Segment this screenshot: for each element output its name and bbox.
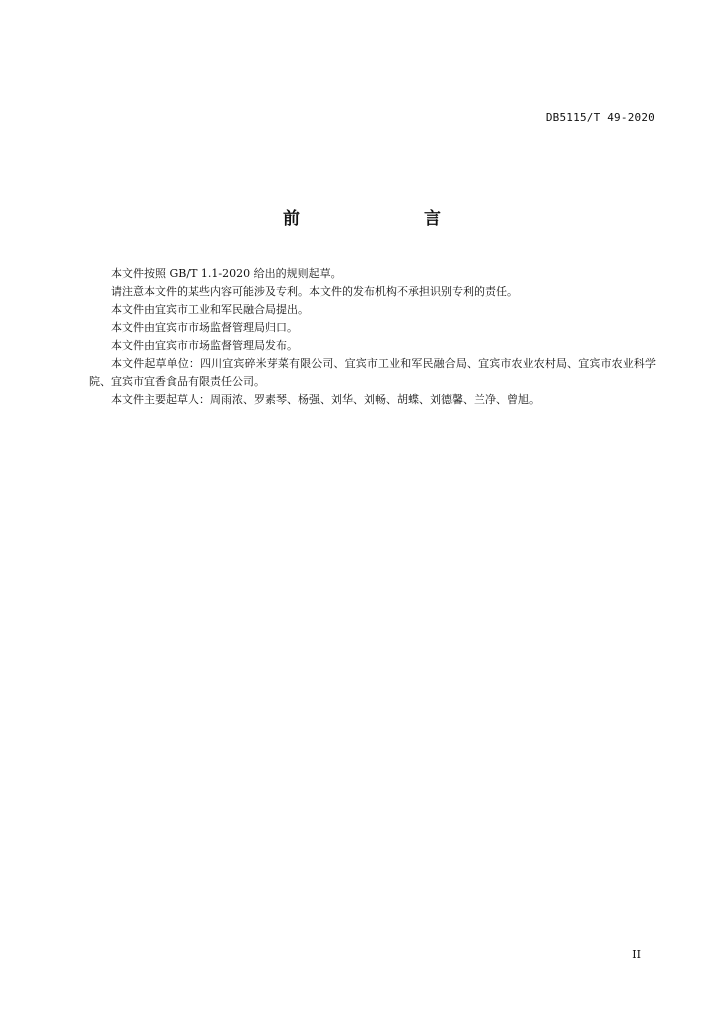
foreword-title: 前 言 — [283, 209, 471, 229]
paragraph-proposer: 本文件由宜宾市工业和军民融合局提出。 — [111, 303, 309, 316]
paragraph-main-drafters: 本文件主要起草人：周雨浓、罗素琴、杨强、刘华、刘畅、胡蝶、刘德馨、兰净、曾旭。 — [111, 393, 540, 406]
paragraph-patent-notice: 请注意本文件的某些内容可能涉及专利。本文件的发布机构不承担识别专利的责任。 — [111, 285, 518, 298]
paragraph-publisher: 本文件由宜宾市市场监督管理局发布。 — [111, 339, 298, 352]
paragraph-centralized-management: 本文件由宜宾市市场监督管理局归口。 — [111, 321, 298, 334]
page-number: II — [632, 948, 641, 961]
paragraph-drafting-organizations: 本文件起草单位：四川宜宾碎米芽菜有限公司、宜宾市工业和军民融合局、宜宾市农业农村局、宜宾市农业科学院、宜宾市宜香食品有限责任公司。 — [89, 357, 656, 388]
paragraph-drafting-rules: 本文件按照 GB/T 1.1-2020 给出的规则起草。 — [111, 267, 342, 280]
foreword-body — [89, 265, 656, 409]
standard-code: DB5115/T 49-2020 — [545, 111, 655, 124]
